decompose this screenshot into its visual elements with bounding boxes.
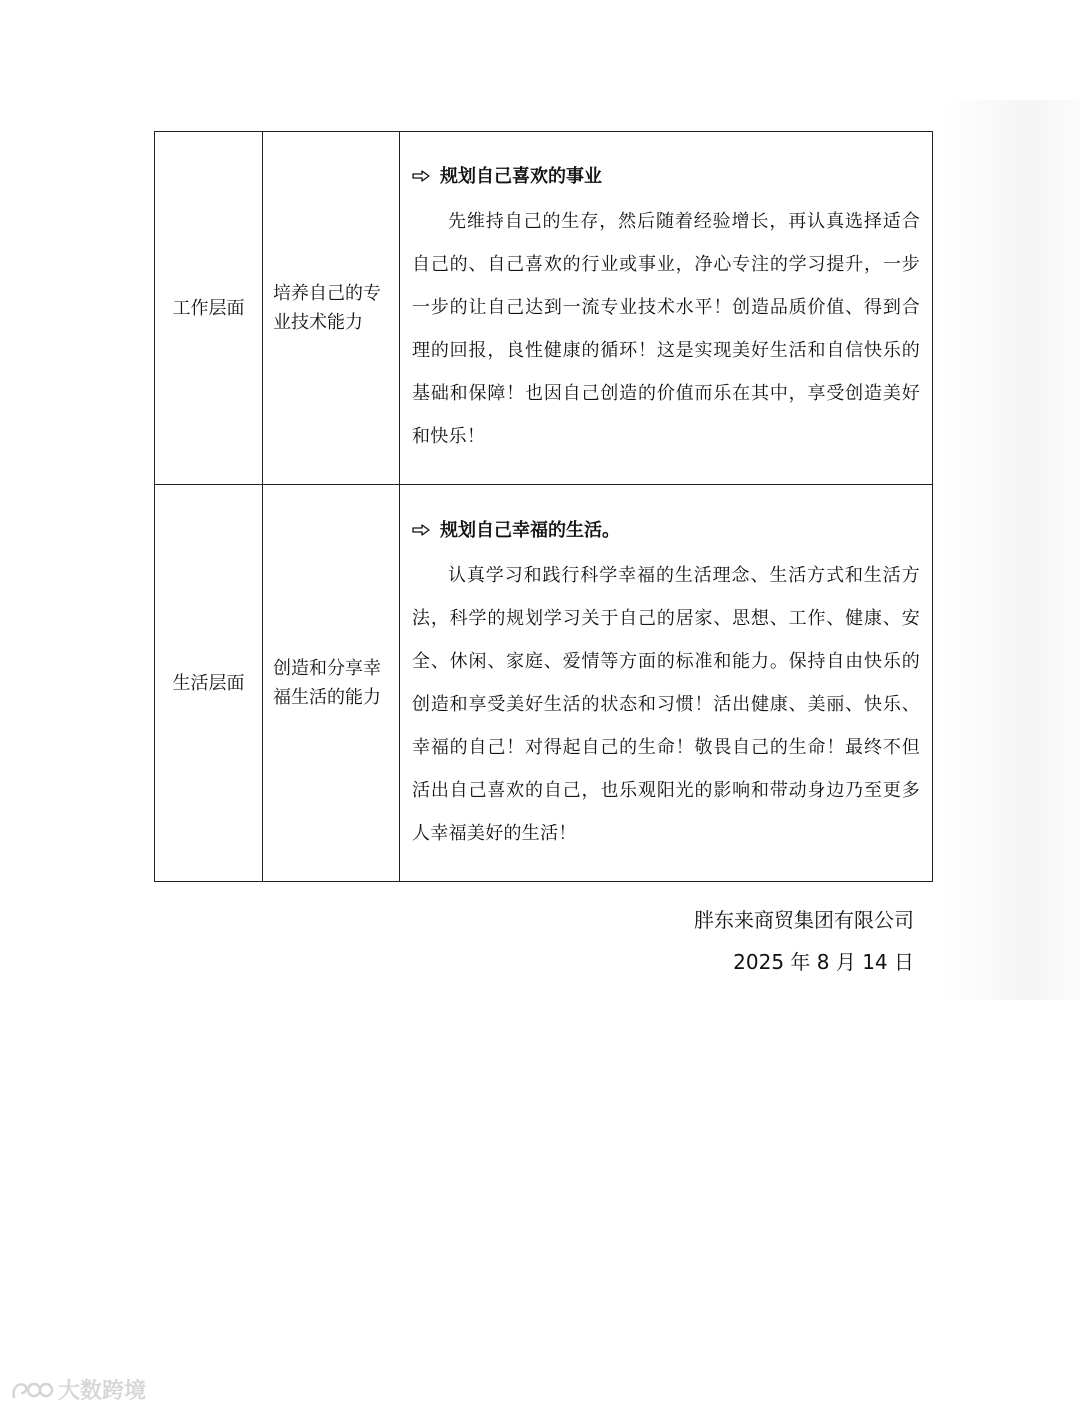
section-heading <box>412 162 920 192</box>
level-cell: 工作层面 <box>155 132 263 485</box>
career-plan-table <box>154 131 933 882</box>
level-cell: 生活层面 <box>155 485 263 882</box>
arrow-right-outline-icon <box>412 162 432 192</box>
table-row-life <box>155 485 933 882</box>
body-paragraph: 认真学习和践行科学幸福的生活理念、生活方式和生活方法，科学的规划学习关于自己的居家、思想、工作、健康、安全、休闲、家庭、爱情等方面的标准和能力。保持自由快乐的创造和享受美好生活的状态和习惯！活出健康、美丽、快乐、幸福的自己！对得起自己的生命！敬畏自己的生命！最终不但活出自己喜欢的自己，也乐观阳光的影响和带动身边乃至更多人幸福美好的生活！ <box>412 564 920 844</box>
ability-cell: 创造和分享幸福生活的能力 <box>263 485 400 882</box>
brand-logo-icon <box>10 1377 54 1403</box>
heading-text: 规划自己喜欢的事业 <box>440 166 602 187</box>
content-cell <box>400 485 933 882</box>
scan-shadow <box>945 100 1080 1000</box>
section-heading <box>412 516 920 546</box>
watermark-text: 大数跨境 <box>58 1379 147 1404</box>
signature-date: 2025 年 8 月 14 日 <box>733 950 914 974</box>
body-paragraph: 先维持自己的生存，然后随着经验增长，再认真选择适合自己的、自己喜欢的行业或事业，净心专注的学习提升，一步一步的让自己达到一流专业技术水平！创造品质价值、得到合理的回报，良性健康的循环！这是实现美好生活和自信快乐的基础和保障！也因自己创造的价值而乐在其中，享受创造美好和快乐！ <box>412 211 920 447</box>
content-cell <box>400 132 933 485</box>
company-signature: 胖东来商贸集团有限公司 <box>694 908 914 932</box>
heading-text: 规划自己幸福的生活。 <box>440 519 620 541</box>
watermark <box>10 1374 146 1405</box>
table-row-work <box>155 132 933 485</box>
arrow-right-outline-icon <box>412 516 432 546</box>
ability-cell: 培养自己的专业技术能力 <box>263 132 400 485</box>
